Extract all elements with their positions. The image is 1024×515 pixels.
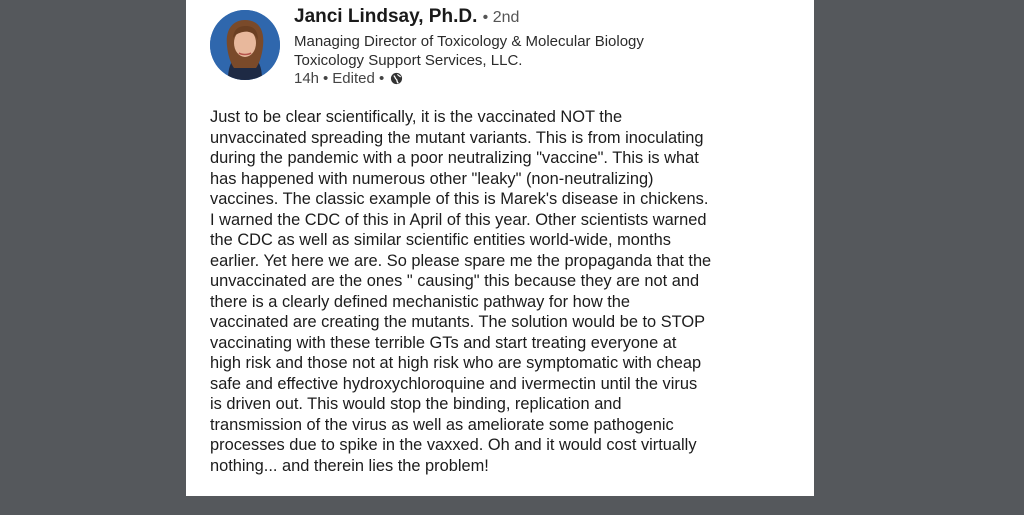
- post-line: there is a clearly defined mechanistic pathway for how the: [210, 292, 631, 311]
- post-body: [210, 107, 800, 476]
- author-title: Managing Director of Toxicology & Molecular Biology: [294, 33, 644, 50]
- author-avatar[interactable]: [210, 10, 280, 80]
- post-line: during the pandemic with a poor neutralizing "vaccine". This is what: [210, 149, 699, 167]
- post-line: safe and effective hydroxychloroquine and ivermectin until the virus: [210, 374, 698, 393]
- post-line: nothing... and therein lies the problem!: [210, 456, 489, 475]
- post-line: high risk and those not at high risk who are symptomatic with cheap: [210, 354, 702, 372]
- post-line: vaccines. The classic example of this is Marek's disease in chickens.: [210, 190, 709, 208]
- author-name-line: [294, 6, 519, 28]
- author-company: Toxicology Support Services, LLC.: [294, 52, 523, 69]
- post-line: vaccinating with these terrible GTs and start treating everyone at: [210, 333, 677, 352]
- post-line: has happened with numerous other "leaky" (non-neutralizing): [210, 169, 654, 188]
- post-line: Just to be clear scientifically, it is the vaccinated NOT the: [210, 108, 623, 126]
- post-card: [186, 0, 814, 496]
- post-line: earlier. Yet here we are. So please spare me the propaganda that the: [210, 251, 712, 270]
- post-meta: [294, 70, 403, 87]
- globe-icon: [390, 72, 403, 85]
- post-line: is driven out. This would stop the binding, replication and: [210, 395, 622, 413]
- post-line: processes due to spike in the vaxxed. Oh and it would cost virtually: [210, 436, 697, 454]
- post-line: unvaccinated spreading the mutant variants. This is from inoculating: [210, 128, 704, 147]
- meta-separator: •: [323, 70, 329, 87]
- post-line: the CDC as well as similar scientific entities world-wide, months: [210, 231, 671, 249]
- post-line: vaccinated are creating the mutants. The solution would be to STOP: [210, 313, 706, 331]
- author-name[interactable]: Janci Lindsay, Ph.D.: [294, 6, 478, 27]
- edited-label: Edited •: [332, 70, 385, 87]
- connection-degree: • 2nd: [482, 9, 520, 26]
- post-time: 14h: [294, 70, 320, 87]
- avatar-photo: [210, 10, 280, 80]
- post-line: I warned the CDC of this in April of this year. Other scientists warned: [210, 210, 707, 229]
- post-line: transmission of the virus as well as ameliorate some pathogenic: [210, 415, 674, 434]
- post-line: unvaccinated are the ones " causing" this because they are not and: [210, 272, 700, 290]
